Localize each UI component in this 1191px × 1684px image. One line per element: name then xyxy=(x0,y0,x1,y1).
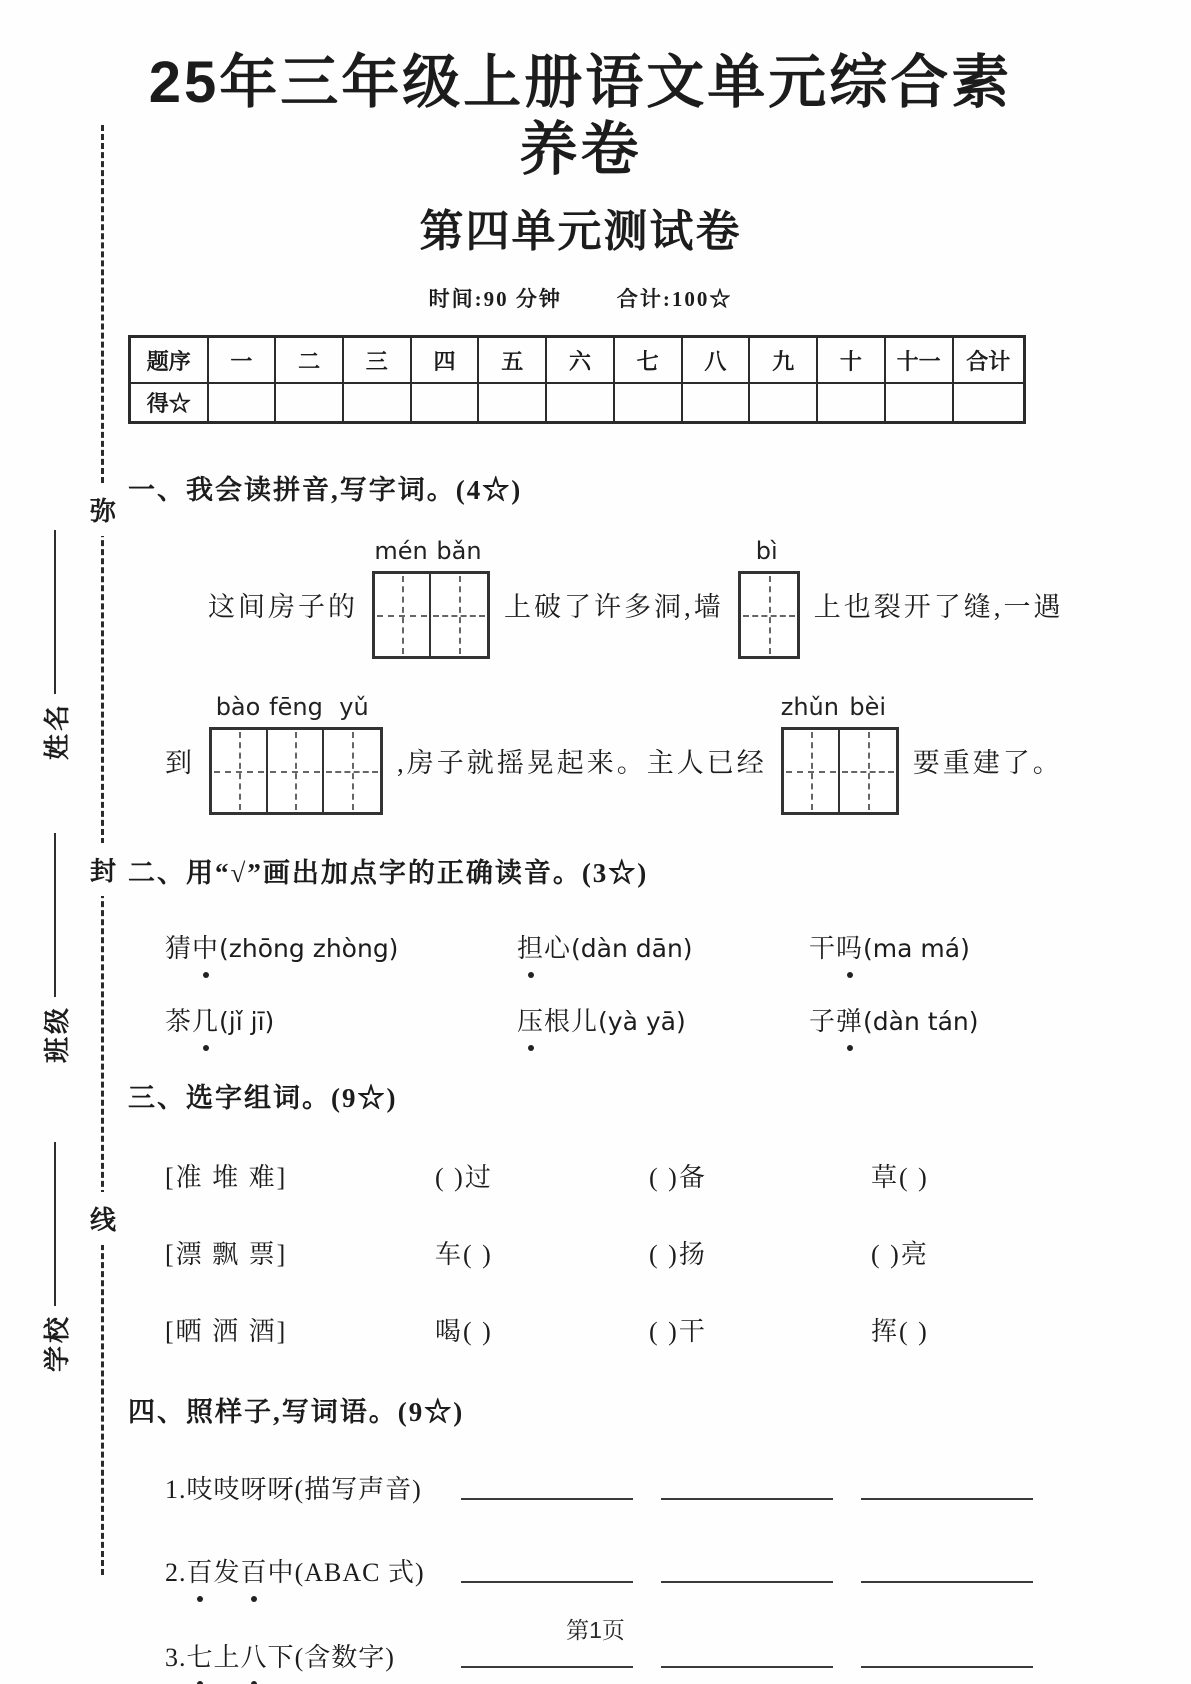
answer-blank-line xyxy=(661,1581,833,1583)
score-header-total: 合计 xyxy=(953,337,1025,383)
section3-heading: 三、选字组词。(9☆) xyxy=(128,1083,398,1114)
answer-blank-line xyxy=(461,1498,633,1500)
answer-blank-line xyxy=(661,1666,833,1668)
section3-row3 xyxy=(128,1311,1033,1348)
dotted-char: 中 xyxy=(192,928,219,965)
dotted-char: 吗 xyxy=(836,928,863,965)
pinyin-options: (ma má) xyxy=(863,934,970,964)
seal-char-feng: 封 xyxy=(88,843,118,896)
section4-item2 xyxy=(128,1552,1033,1589)
name-field xyxy=(38,530,72,760)
answer-blank-line xyxy=(861,1498,1033,1500)
word-slot: ( )过 xyxy=(435,1163,493,1193)
writing-cell xyxy=(741,574,797,656)
pinyin-options: (zhōng zhòng) xyxy=(219,934,399,964)
dotted-char: 七 xyxy=(187,1637,214,1674)
section3-row2 xyxy=(128,1234,1033,1271)
score-cell xyxy=(885,383,953,423)
dotted-char: 百 xyxy=(187,1552,214,1589)
choice-group: [晒 洒 酒] xyxy=(165,1317,288,1347)
pinyin-syllable: bì xyxy=(755,537,778,566)
score-header-10: 十 xyxy=(817,337,885,383)
score-header-2: 二 xyxy=(275,337,343,383)
class-field xyxy=(38,833,72,1063)
writing-grid xyxy=(209,727,383,815)
pinyin-syllable: yǔ xyxy=(339,693,369,722)
section3-row1 xyxy=(128,1157,1033,1194)
pinyin-syllable: bào xyxy=(215,693,261,722)
pinyin-row xyxy=(738,537,800,571)
section4-item1 xyxy=(128,1469,1033,1506)
sentence-text: 要重建了。 xyxy=(912,748,1063,779)
choice-group: [准 堆 难] xyxy=(165,1163,288,1193)
example-word: 2.百发百中(ABAC 式) xyxy=(165,1552,461,1589)
dotted-char: 百 xyxy=(241,1552,268,1589)
seal-char-xian: 线 xyxy=(88,1192,118,1245)
score-header-11: 十一 xyxy=(885,337,953,383)
page-title: 25年三年级上册语文单元综合素养卷 xyxy=(148,50,1013,182)
writing-grid-menban xyxy=(372,537,490,659)
score-header-4: 四 xyxy=(411,337,479,383)
main-content xyxy=(128,0,1064,1674)
class-blank-line xyxy=(54,833,56,997)
score-cell xyxy=(953,383,1025,423)
score-cell xyxy=(546,383,614,423)
example-word: 3.七上八下(含数字) xyxy=(165,1637,461,1674)
answer-blank-line xyxy=(461,1666,633,1668)
section4-heading: 四、照样子,写词语。(9☆) xyxy=(128,1397,465,1428)
score-cell xyxy=(614,383,682,423)
sentence-text: 上破了许多洞,墙 xyxy=(504,592,724,623)
page-subtitle: 第四单元测试卷 xyxy=(419,207,742,257)
pinyin-options: (jǐ jī) xyxy=(219,1007,275,1037)
word-slot: 草( ) xyxy=(871,1163,929,1193)
name-label: 姓名 xyxy=(42,701,72,760)
section1-heading: 一、我会读拼音,写字词。(4☆) xyxy=(128,475,523,506)
class-label: 班级 xyxy=(42,1004,72,1063)
example-word: 1.吱吱呀呀(描写声音) xyxy=(165,1475,422,1505)
writing-cell xyxy=(324,730,380,812)
score-cell xyxy=(411,383,479,423)
pinyin-row xyxy=(209,693,383,727)
writing-grid xyxy=(738,571,800,659)
dotted-char: 担 xyxy=(517,928,544,965)
answer-blank-line xyxy=(861,1581,1033,1583)
pronunciation-item: 干吗(ma má) xyxy=(809,928,1033,965)
pinyin-syllable: mén xyxy=(374,537,428,566)
answer-blank-line xyxy=(861,1666,1033,1668)
answer-lines xyxy=(461,1666,1033,1674)
dotted-char: 八 xyxy=(241,1637,268,1674)
dotted-char: 压 xyxy=(517,1001,544,1038)
pinyin-options: (yà yā) xyxy=(598,1007,686,1037)
score-header-5: 五 xyxy=(478,337,546,383)
word-slot: ( )扬 xyxy=(649,1240,707,1270)
page-number: 第1页 xyxy=(566,1617,625,1643)
time-limit: 时间:90 分钟 xyxy=(428,287,562,312)
sentence-text: 这间房子的 xyxy=(208,592,358,623)
pinyin-options: (dàn dān) xyxy=(571,934,693,964)
sentence-text: 上也裂开了缝,一遇 xyxy=(813,592,1064,623)
sentence-text: 到 xyxy=(165,748,195,779)
pinyin-row xyxy=(781,693,899,727)
score-cell xyxy=(817,383,885,423)
score-table-header-row xyxy=(130,337,1025,383)
writing-grid-zhunbei xyxy=(781,693,899,815)
score-header-1: 一 xyxy=(208,337,276,383)
pronunciation-item: 压根儿(yà yā) xyxy=(517,1001,809,1038)
pinyin-syllable: zhǔn xyxy=(780,693,839,722)
score-cell xyxy=(478,383,546,423)
score-cell xyxy=(275,383,343,423)
pinyin-syllable: fēng xyxy=(269,693,323,722)
word-slot: ( )亮 xyxy=(871,1240,929,1270)
pronunciation-item: 茶几(jǐ jī) xyxy=(165,1001,517,1038)
writing-cell xyxy=(784,730,840,812)
pinyin-row xyxy=(372,537,490,571)
seal-char-mi: 弥 xyxy=(88,483,118,536)
score-header-6: 六 xyxy=(546,337,614,383)
score-table xyxy=(128,335,1026,424)
section2-row1 xyxy=(128,928,1033,965)
answer-blank-line xyxy=(661,1498,833,1500)
section2-row2 xyxy=(128,1001,1033,1038)
writing-cell xyxy=(375,574,431,656)
writing-grid xyxy=(781,727,899,815)
section1-line2 xyxy=(128,693,1063,815)
pronunciation-item: 子弹(dàn tán) xyxy=(809,1001,1033,1038)
pinyin-syllable: bǎn xyxy=(436,537,482,566)
score-cell xyxy=(749,383,817,423)
answer-lines xyxy=(461,1581,1033,1589)
word-slot: 车( ) xyxy=(435,1240,493,1270)
writing-cell xyxy=(268,730,324,812)
word-slot: ( )干 xyxy=(649,1317,707,1347)
school-field xyxy=(38,1142,72,1372)
writing-cell xyxy=(431,574,487,656)
writing-cell xyxy=(840,730,896,812)
section2-heading: 二、用“√”画出加点字的正确读音。(3☆) xyxy=(128,858,649,889)
exam-meta xyxy=(128,283,1033,313)
score-header-8: 八 xyxy=(682,337,750,383)
score-table-score-row xyxy=(130,383,1025,423)
dotted-char: 弹 xyxy=(836,1001,863,1038)
score-header-3: 三 xyxy=(343,337,411,383)
score-row-label: 得☆ xyxy=(130,383,208,423)
word-slot: ( )备 xyxy=(649,1163,707,1193)
score-cell xyxy=(682,383,750,423)
sentence-text: ,房子就摇晃起来。主人已经 xyxy=(397,748,767,779)
writing-cell xyxy=(212,730,268,812)
answer-lines xyxy=(461,1498,1033,1506)
writing-grid-bi xyxy=(738,537,800,659)
pinyin-syllable: bèi xyxy=(849,693,887,722)
score-header-7: 七 xyxy=(614,337,682,383)
choice-group: [漂 飘 票] xyxy=(165,1240,288,1270)
score-header-9: 九 xyxy=(749,337,817,383)
score-cell xyxy=(343,383,411,423)
writing-grid-baofengyu xyxy=(209,693,383,815)
answer-blank-line xyxy=(461,1581,633,1583)
total-score: 合计:100☆ xyxy=(616,287,733,312)
word-slot: 喝( ) xyxy=(435,1317,493,1347)
section1-line1 xyxy=(128,537,1064,659)
score-cell xyxy=(208,383,276,423)
word-slot: 挥( ) xyxy=(871,1317,929,1347)
dotted-char: 几 xyxy=(192,1001,219,1038)
writing-grid xyxy=(372,571,490,659)
name-blank-line xyxy=(54,530,56,694)
pronunciation-item: 担心(dàn dān) xyxy=(517,928,809,965)
school-blank-line xyxy=(54,1142,56,1306)
pinyin-options: (dàn tán) xyxy=(863,1007,979,1037)
score-header-tixu: 题序 xyxy=(130,337,208,383)
pronunciation-item: 猜中(zhōng zhòng) xyxy=(165,928,517,965)
school-label: 学校 xyxy=(42,1313,72,1372)
